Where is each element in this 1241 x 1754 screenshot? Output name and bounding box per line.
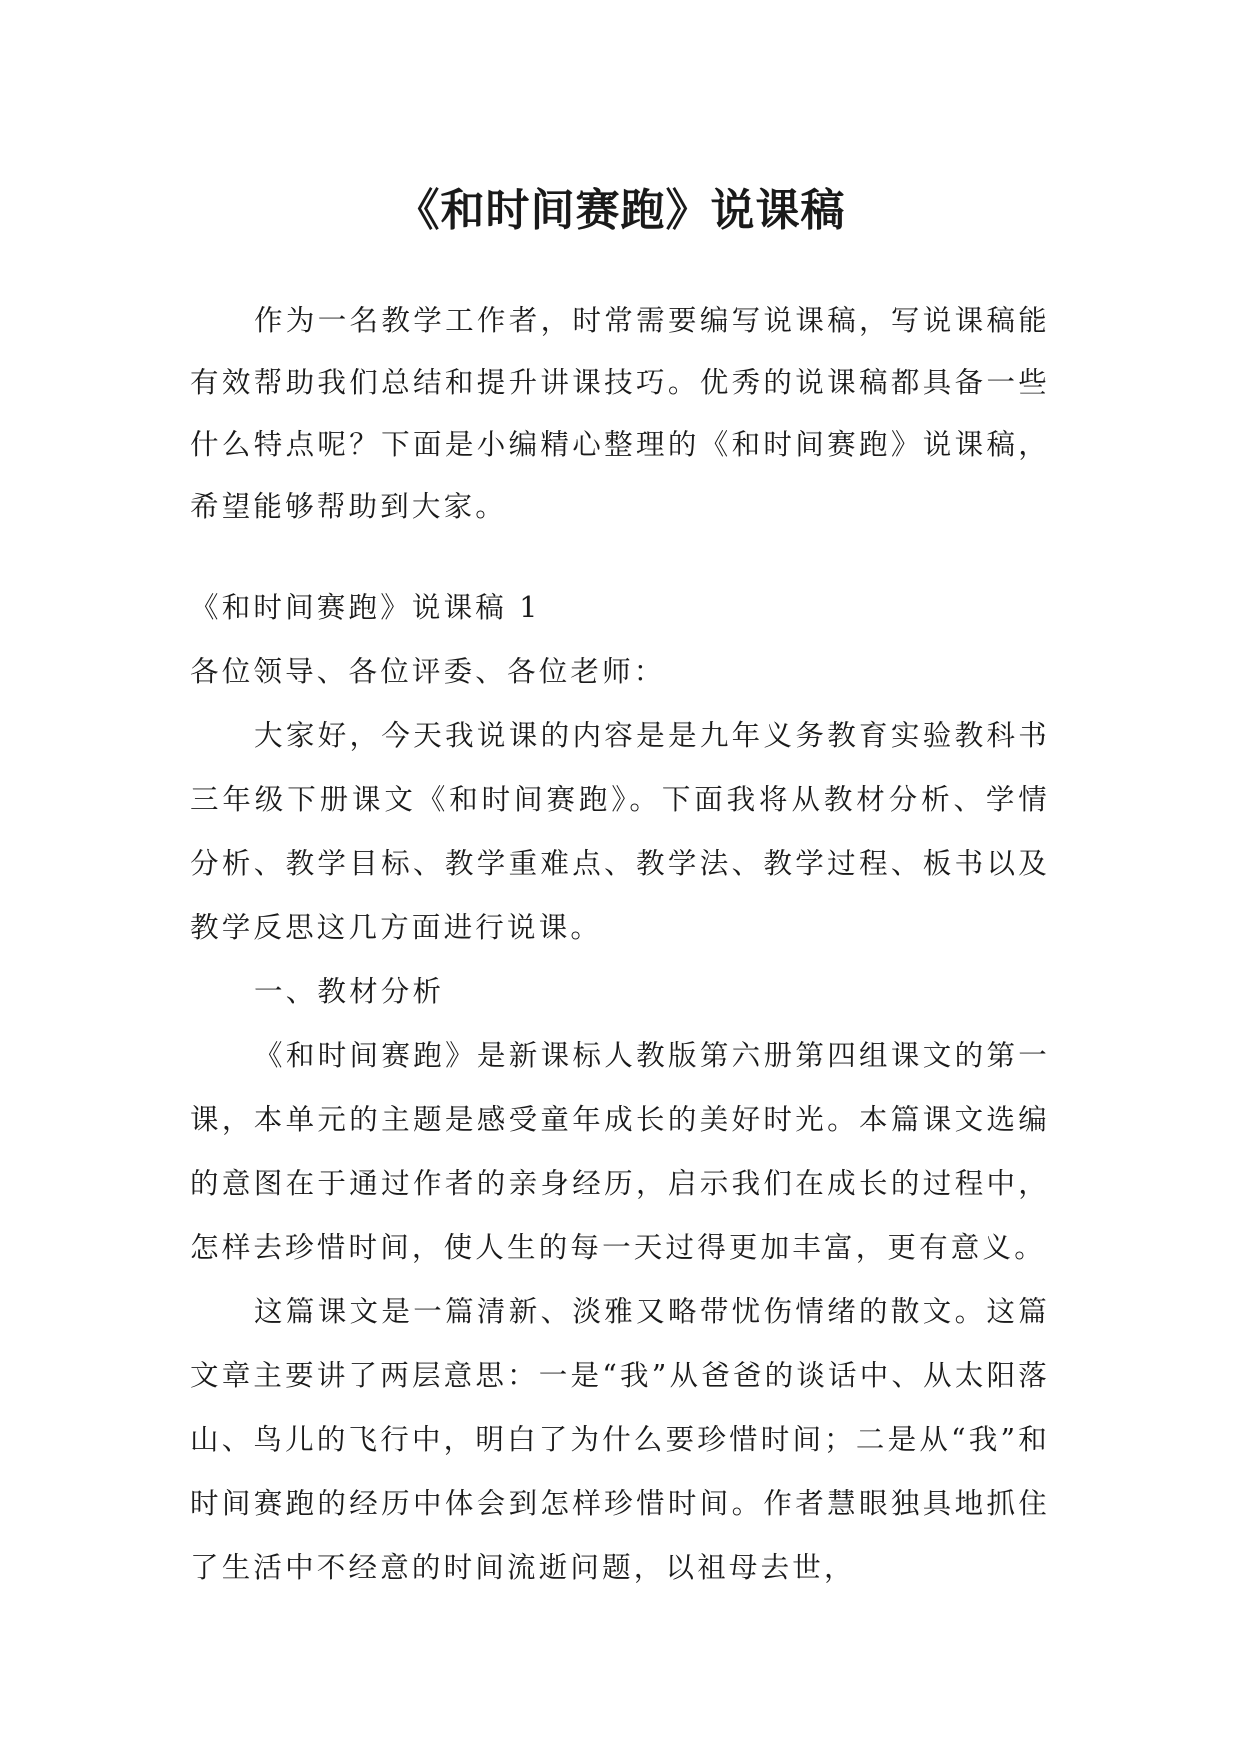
body-paragraph: 这篇课文是一篇清新、淡雅又略带忧伤情绪的散文。这篇文章主要讲了两层意思：一是“我”从爸爸的谈话中、从太阳落山、鸟儿的飞行中，明白了为什么要珍惜时间；二是从“我”和时间赛跑的经历中体会到怎样珍惜时间。作者慧眼独具地抓住了生活中不经意的时间流逝问题，以祖母去世， bbox=[190, 1295, 1050, 1584]
body-paragraph: 大家好，今天我说课的内容是是九年义务教育实验教科书三年级下册课文《和时间赛跑》。下面我将从教材分析、学情分析、教学目标、教学重难点、教学法、教学过程、板书以及教学反思这几方面进行说课。 bbox=[190, 719, 1050, 944]
intro-block bbox=[190, 290, 1050, 538]
intro-paragraph: 作为一名教学工作者，时常需要编写说课稿，写说课稿能有效帮助我们总结和提升讲课技巧。优秀的说课稿都具备一些什么特点呢？下面是小编精心整理的《和时间赛跑》说课稿，希望能够帮助到大家。 bbox=[190, 304, 1050, 523]
document-title: 《和时间赛跑》说课稿 bbox=[395, 185, 846, 237]
subheading-materials-analysis: 一、教材分析 bbox=[254, 975, 445, 1008]
section-heading: 《和时间赛跑》说课稿 1 bbox=[190, 591, 541, 624]
main-content bbox=[190, 576, 1050, 1600]
body-paragraph: 《和时间赛跑》是新课标人教版第六册第四组课文的第一课，本单元的主题是感受童年成长的美好时光。本篇课文选编的意图在于通过作者的亲身经历，启示我们在成长的过程中，怎样去珍惜时间，使人生的每一天过得更加丰富，更有意义。 bbox=[190, 1039, 1050, 1264]
greeting-line: 各位领导、各位评委、各位老师： bbox=[190, 655, 666, 688]
